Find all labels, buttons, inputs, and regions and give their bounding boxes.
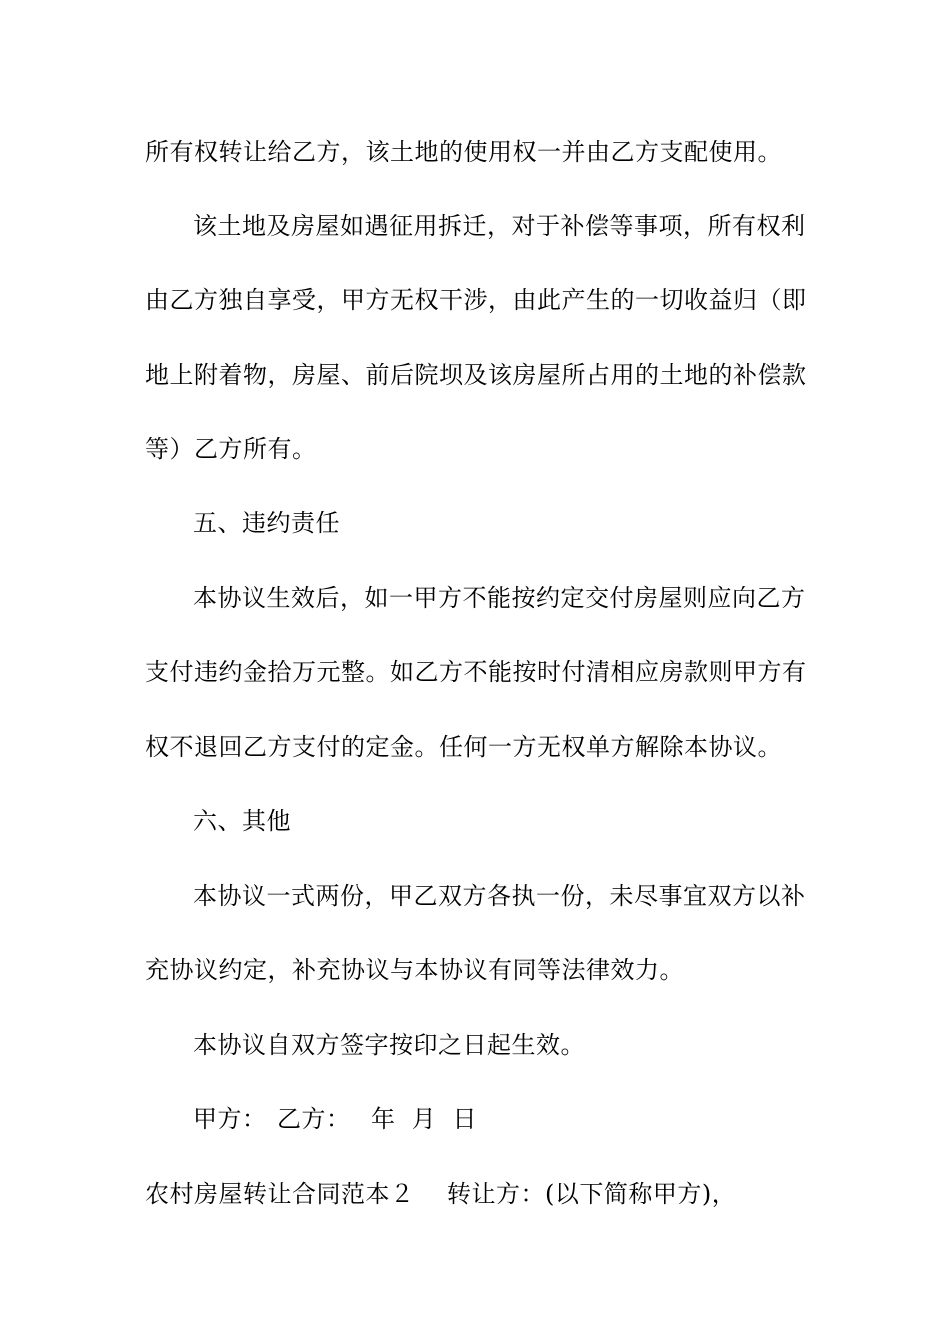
- paragraph-line: 所有权转让给乙方，该土地的使用权一并由乙方支配使用。: [145, 138, 782, 166]
- paragraph-line: 支付违约金拾万元整。如乙方不能按时付清相应房款则甲方有: [145, 658, 807, 686]
- paragraph-line: 等）乙方所有。: [145, 435, 317, 463]
- paragraph-line: 地上附着物，房屋、前后院坝及该房屋所占用的土地的补偿款: [145, 361, 807, 389]
- paragraph-line: 充协议约定，补充协议与本协议有同等法律效力。: [145, 956, 684, 984]
- signature-line: [193, 1104, 873, 1134]
- section-heading: 五、违约责任: [193, 509, 340, 537]
- contract-title: 农村房屋转让合同范本２: [145, 1180, 415, 1208]
- paragraph-line: 本协议自双方签字按印之日起生效。: [193, 1031, 585, 1059]
- footer-line: [145, 1179, 825, 1209]
- party-b-label: 乙方：: [277, 1105, 351, 1133]
- paragraph-line: 由乙方独自享受，甲方无权干涉，由此产生的一切收益归（即: [145, 286, 807, 314]
- paragraph-line: 权不退回乙方支付的定金。任何一方无权单方解除本协议。: [145, 733, 782, 761]
- section-heading: 六、其他: [193, 807, 291, 835]
- transferor-label: 转让方：(以下简称甲方)，: [447, 1180, 737, 1208]
- paragraph-line: 本协议一式两份，甲乙双方各执一份，未尽事宜双方以补: [193, 882, 806, 910]
- paragraph-line: 该土地及房屋如遇征用拆迁，对于补偿等事项，所有权利: [193, 212, 806, 240]
- paragraph-line: 本协议生效后，如一甲方不能按约定交付房屋则应向乙方: [193, 584, 806, 612]
- party-a-label: 甲方：: [193, 1105, 267, 1133]
- date-label: 年 月 日: [371, 1105, 478, 1133]
